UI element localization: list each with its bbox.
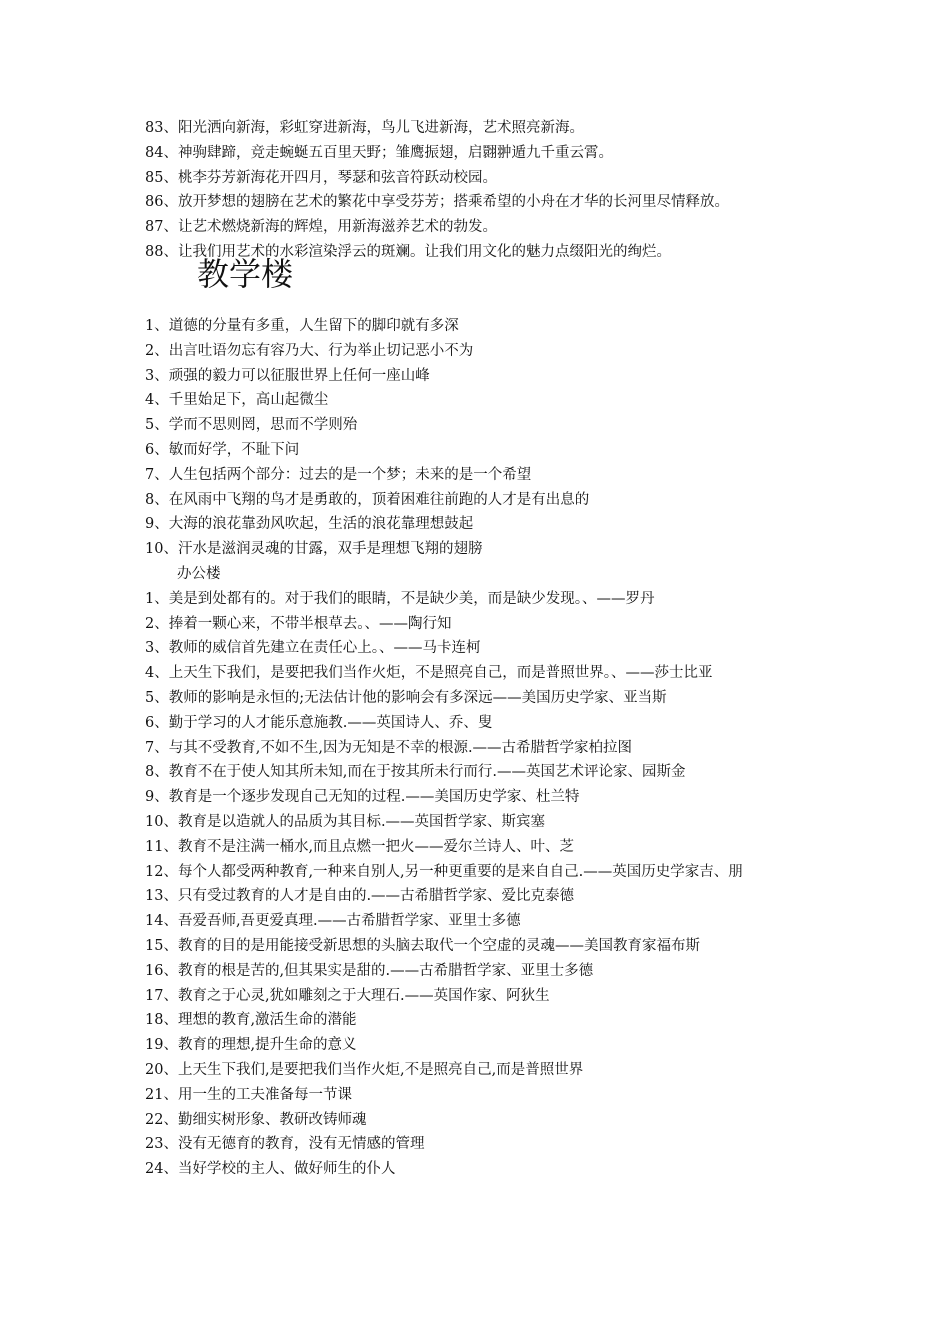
slogan-list-teaching [145, 314, 835, 1182]
list-item: 11、教育不是注满一桶水,而且点燃一把火——爱尔兰诗人、叶、芝 [145, 838, 575, 855]
list-item: 17、教育之于心灵,犹如雕刻之于大理石.——英国作家、阿狄生 [145, 987, 550, 1004]
list-item: 13、只有受过教育的人才是自由的.——古希腊哲学家、爱比克泰德 [145, 888, 575, 905]
list-item: 88、让我们用艺术的水彩渲染浮云的斑斓。让我们用文化的魅力点缀阳光的绚烂。 [145, 243, 671, 260]
list-item: 1、美是到处都有的。对于我们的眼睛，不是缺少美，而是缺少发现。、——罗丹 [145, 590, 655, 607]
list-item: 3、教师的威信首先建立在责任心上。、——马卡连柯 [145, 640, 481, 657]
list-item: 10、汗水是滋润灵魂的甘露，双手是理想飞翔的翅膀 [145, 541, 483, 558]
list-item: 9、教育是一个逐步发现自己无知的过程.——美国历史学家、杜兰特 [145, 789, 580, 806]
list-item: 22、勤细实树形象、教研改铸师魂 [145, 1111, 367, 1128]
list-item: 5、教师的影响是永恒的;无法估计他的影响会有多深远——美国历史学家、亚当斯 [145, 689, 667, 706]
list-item: 4、上天生下我们，是要把我们当作火炬，不是照亮自己，而是普照世界。、——莎士比亚 [145, 665, 713, 682]
list-item: 7、人生包括两个部分：过去的是一个梦；未来的是一个希望 [145, 466, 532, 483]
list-item: 1、道德的分量有多重，人生留下的脚印就有多深 [145, 318, 459, 334]
slogan-list-art [145, 116, 835, 265]
list-item: 16、教育的根是苦的,但其果实是甜的.——古希腊哲学家、亚里士多德 [145, 962, 594, 979]
list-item: 5、学而不思则罔，思而不学则殆 [145, 417, 358, 434]
section-heading-office-building: 办公楼 [177, 565, 221, 582]
list-item: 84、神驹肆蹄，竞走蜿蜒五百里天野；雏鹰振翅，启翾翀遁九千重云霄。 [145, 144, 613, 161]
list-item: 15、教育的目的是用能接受新思想的头脑去取代一个空虚的灵魂——美国教育家福布斯 [145, 937, 700, 954]
list-item: 24、当好学校的主人、做好师生的仆人 [145, 1161, 396, 1178]
list-item: 87、让艺术燃烧新海的辉煌，用新海滋养艺术的勃发。 [145, 219, 497, 236]
list-item: 7、与其不受教育,不如不生,因为无知是不幸的根源.——古希腊哲学家柏拉图 [145, 739, 633, 756]
list-item: 8、教育不在于使人知其所未知,而在于按其所未行而行.——英国艺术评论家、园斯金 [145, 764, 686, 781]
list-item: 9、大海的浪花靠劲风吹起，生活的浪花靠理想鼓起 [145, 516, 474, 533]
list-item: 4、千里始足下，高山起微尘 [145, 392, 329, 409]
list-item: 2、出言吐语勿忘有容乃大、行为举止切记恶小不为 [145, 342, 474, 359]
list-item: 18、理想的教育,激活生命的潜能 [145, 1012, 357, 1029]
list-item: 12、每个人都受两种教育,一种来自别人,另一种更重要的是来自自己.——英国历史学家吉、朋 [145, 863, 743, 880]
list-item: 21、用一生的工夫准备每一节课 [145, 1086, 352, 1103]
section-heading-teaching-building: 教学楼 [197, 255, 294, 293]
list-item: 19、教育的理想,提升生命的意义 [145, 1037, 357, 1054]
list-item: 10、教育是以造就人的品质为其目标.——英国哲学家、斯宾塞 [145, 813, 546, 830]
list-item: 83、阳光洒向新海，彩虹穿进新海，鸟儿飞进新海，艺术照亮新海。 [145, 120, 584, 136]
list-item: 20、上天生下我们,是要把我们当作火炬,不是照亮自己,而是普照世界 [145, 1061, 584, 1078]
list-item: 6、勤于学习的人才能乐意施教.——英国诗人、乔、叟 [145, 714, 493, 731]
list-item: 23、没有无德育的教育，没有无情感的管理 [145, 1136, 425, 1153]
list-item: 3、顽强的毅力可以征服世界上任何一座山峰 [145, 367, 430, 384]
list-item: 86、放开梦想的翅膀在艺术的繁花中享受芬芳；搭乘希望的小舟在才华的长河里尽情释放。 [145, 194, 729, 211]
list-item: 8、在风雨中飞翔的鸟才是勇敢的，顶着困难往前跑的人才是有出息的 [145, 491, 590, 508]
list-item: 2、捧着一颗心来，不带半根草去。、——陶行知 [145, 615, 452, 632]
list-item: 14、吾爱吾师,吾更爱真理.——古希腊哲学家、亚里士多德 [145, 913, 521, 930]
list-item: 6、敏而好学，不耻下问 [145, 441, 300, 458]
list-item: 85、桃李芬芳新海花开四月，琴瑟和弦音符跃动校园。 [145, 169, 497, 186]
